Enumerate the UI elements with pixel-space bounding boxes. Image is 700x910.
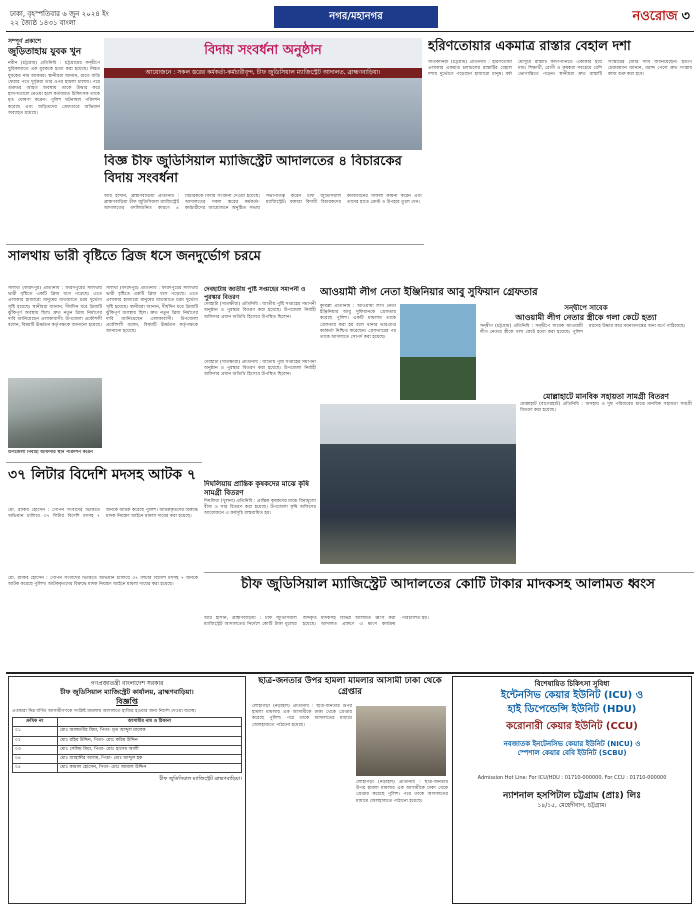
notice-body: এতদ্বারা নিম্ন বর্ণিত আসামীগণকে সংশ্লিষ্ট মামলায় আদালতে হাজির হওয়ার জন্য নির্দেশ দেওয়া যাচ্ছে।	[12, 708, 197, 714]
story-headline: সালথায় ভারী বৃষ্টিতে ব্রিজ ধসে জনদুর্ভোগ চরমে	[8, 249, 261, 264]
story-body: মো. রাকিব হোসেন : গোপন সংবাদের ভিত্তিতে অভিযান চালিয়ে ৩৭ লিটার বিদেশি মদসহ ৭ জনকে আটক করেছে পুলিশ। আটককৃতদের বিরুদ্ধে মাদক নিয়ন্ত্রণ আইনে মামলা দায়ের করা হয়েছে।	[8, 576, 198, 588]
table-row	[13, 736, 242, 745]
banner-title: বিদায় সংবর্ধনা অনুষ্ঠান	[204, 43, 322, 58]
story-saplings	[204, 286, 316, 356]
notice-col-name: আসামীর নাম ও ঠিকানা	[57, 718, 241, 727]
notice-table	[12, 717, 242, 773]
story-drugs	[204, 616, 692, 670]
section-name: নগর/মহানগর	[274, 6, 438, 28]
story-headline: বিজ্ঞ চীফ জুডিসিয়াল ম্যাজিস্ট্রেট আদালতের ৪ বিচারকের বিদায় সংবর্ধনা	[104, 154, 402, 186]
table-cell: মোঃ রহিম উদ্দিন, পিতা- মোঃ করিম উদ্দিন	[57, 736, 241, 745]
divider	[6, 462, 202, 463]
ad-hdu: হাই ডিপেন্ডেন্সি ইউনিট (HDU)	[507, 703, 637, 715]
story-body: সালথা (ফরিদপুর) প্রতিনিধি : ফরিদপুরের সালথায় ভারী বৃষ্টিতে একটি ব্রিজ ধসে পড়েছে। এতে এলাকার হাজারো মানুষের যাতায়াতে চরম দুর্ভোগ সৃষ্টি হয়েছে। স্থানীয়রা জানান, দীর্ঘদিন ধরে ব্রিজটি ঝুঁকিপূর্ণ অবস্থায় ছিল। দ্রুত নতুন ব্রিজ নির্মাণের দাবি জানিয়েছেন এলাকাবাসী। উপজেলা প্রকৌশলী বলেন, বিষয়টি ঊর্ধ্বতন কর্তৃপক্ষকে জানানো হয়েছে।	[8, 286, 102, 329]
farewell-photo	[104, 38, 422, 150]
date-gregorian: ঢাকা, বৃহস্পতিবার ৬ জুন ২০২৪ ইং	[10, 10, 109, 18]
notice-top: গণপ্রজাতন্ত্রী বাংলাদেশ সরকার	[90, 680, 164, 687]
divider	[6, 672, 694, 674]
story-student	[252, 704, 352, 904]
drugs-headline-box	[204, 576, 692, 612]
story-headline: দিঘলিয়ায় প্রান্তিক কৃষকদের মাঝে কৃষি সামগ্রী বিতরণ	[204, 480, 310, 498]
page-number: ৩	[681, 9, 690, 24]
table-cell: ০৫	[13, 764, 58, 773]
date-line	[10, 10, 109, 28]
story-body-continued: দেবহাটা (সাতক্ষীরা) প্রতিনিধি : জাতীয় পুষ্টি সপ্তাহের সমাপনী অনুষ্ঠান ও পুরস্কার বিতরণ করা হয়েছে। উপজেলা নির্বাহী অফিসার প্রধান অতিথি হিসেবে উপস্থিত ছিলেন।	[204, 360, 316, 378]
table-row	[13, 727, 242, 736]
notice-header-row	[13, 718, 242, 727]
ad-hotline: Admission Hot Line: For ICU/HDU : 01710-000000, For CCU : 01710-000000	[477, 774, 667, 781]
story-headline: ৩৭ লিটার বিদেশি মদসহ আটক ৭	[8, 467, 197, 483]
table-cell: মোঃ জাহাঙ্গীর আলম, পিতা- মোঃ আব্দুল হক	[57, 754, 241, 763]
bridge-caption	[8, 450, 198, 460]
story-body-continued: সালথা (ফরিদপুর) প্রতিনিধি : ফরিদপুরের সালথায় ভারী বৃষ্টিতে একটি ব্রিজ ধসে পড়েছে। এতে এলাকার হাজারো মানুষের যাতায়াতে চরম দুর্ভোগ সৃষ্টি হয়েছে। স্থানীয়রা জানান, দীর্ঘদিন ধরে ব্রিজটি ঝুঁকিপূর্ণ অবস্থায় ছিল। দ্রুত নতুন ব্রিজ নির্মাণের দাবি জানিয়েছেন এলাকাবাসী। উপজেলা প্রকৌশলী বলেন, বিষয়টি ঊর্ধ্বতন কর্তৃপক্ষকে জানানো হয়েছে।	[106, 286, 198, 335]
story-body-continued: লোহাগড়া (নড়াইল) প্রতিনিধি : ছাত্র-জনতার উপর হামলা মামলার এক আসামীকে ঢাকা থেকে গ্রেপ্তার করেছে পুলিশ। পরে তাকে আদালতের মাধ্যমে জেলহাজতে পাঠানো হয়েছে।	[356, 780, 448, 804]
banner-subtitle: আয়োজনে : সকল স্তরের কর্মকর্তা-কর্মচারীবৃন্দ, চীফ জুডিসিয়াল ম্যাজিস্ট্রেট আদালত, ব্রাহ্মণবাড়িয়া।	[104, 68, 422, 78]
story-body: মো. রাকিব হোসেন : গোপন সংবাদের ভিত্তিতে অভিযান চালিয়ে ৩৭ লিটার বিদেশি মদসহ ৭ জনকে আটক করেছে পুলিশ। আটককৃতদের বিরুদ্ধে মাদক নিয়ন্ত্রণ আইনে মামলা দায়ের করা হয়েছে।	[8, 508, 198, 520]
story-body: নবীন (চট্টগ্রাম) প্রতিনিধি : চট্টগ্রামের সন্দ্বীপে ছুরিকাঘাতে এক যুবককে হত্যা করা হয়েছে। নিহত যুবকের নাম আকবর। স্থানীয়রা জানান, রাতে বাড়ি ফেরার পথে দুর্বৃত্তরা তার ওপর হামলা চালায়। পরে গুরুতর আহত অবস্থায় তাকে উদ্ধার করে হাসপাতালে নেওয়া হলে কর্তব্যরত চিকিৎসক তাকে মৃত ঘোষণা করেন। পুলিশ ঘটনাস্থল পরিদর্শন করেছে এবং জড়িতদের গ্রেফতারে অভিযান অব্যাহত রয়েছে।	[8, 61, 100, 116]
bridge-headline-box	[8, 248, 422, 284]
arrest-photo	[400, 304, 476, 400]
photo-caption: উপজেলা নির্বাহী অফিসার স্থান পরিদর্শন করেন	[8, 450, 93, 455]
notice-title: বিজ্ঞপ্তি	[116, 696, 138, 706]
table-cell: মোঃ সেলিম মিয়া, পিতা- মোঃ হাসেম আলী	[57, 745, 241, 754]
court-notice	[8, 676, 246, 904]
story-body: দেবহাটা (সাতক্ষীরা) প্রতিনিধি : জাতীয় পুষ্টি সপ্তাহের সমাপনী অনুষ্ঠান ও পুরস্কার বিতরণ করা হয়েছে। উপজেলা নির্বাহী অফিসার প্রধান অতিথি হিসেবে উপস্থিত ছিলেন।	[204, 302, 316, 320]
table-cell: মোঃ কামাল হোসেন, পিতা- মোঃ জামাল উদ্দিন	[57, 764, 241, 773]
divider	[6, 244, 424, 245]
logo-text: নওরোজ	[632, 9, 678, 24]
ad-nicu: নবজাতক ইনটেনসিভ কেয়ার ইউনিট (NICU) ও	[503, 739, 641, 748]
ad-icu: ইন্টেনসিভ কেয়ার ইউনিট (ICU) ও	[500, 690, 644, 702]
farewell-headline-box	[104, 154, 422, 190]
story-farewell	[104, 194, 422, 240]
table-cell: ০২	[13, 736, 58, 745]
story-liquor	[8, 508, 198, 572]
table-cell: ০১	[13, 727, 58, 736]
story-student-more	[356, 780, 448, 904]
story-headline: জুড়িতাহায় যুবক খুন	[8, 47, 82, 58]
ad-hospital: ন্যাশনাল হসপিটাল চট্টগ্রাম (প্রাঃ) লিঃ	[502, 790, 642, 801]
story-headline: মোল্লাহাটে মানবিক সহায়তা সামগ্রী বিতরণ	[543, 392, 669, 401]
table-row	[13, 764, 242, 773]
story-body: সাতকানিয়া (চট্টগ্রাম) প্রতিনিধি : হরিণতোয়া এলাকার একমাত্র চলাচলের রাস্তাটির বেহাল দশায় দুর্ভোগে পড়েছেন হাজারো মানুষ। বর্ষা মৌসুমে রাস্তাটি কাদাপানিতে একাকার হয়ে যায়। শিক্ষার্থী, রোগী ও কৃষকরা সবচেয়ে বেশি ভোগান্তিতে পড়েন। স্থানীয়রা দ্রুত রাস্তাটি সংস্কারের জোর দাবি জানিয়েছেন। ইউপি চেয়ারম্যান জানান, বরাদ্দ পেলে দ্রুত সংস্কার কাজ শুরু করা হবে।	[428, 60, 692, 78]
story-body: দিঘলিয়া (খুলনা) প্রতিনিধি : প্রান্তিক কৃষকদের মাঝে বিনামূল্যে বীজ ও সার বিতরণ করা হয়েছে। উপজেলা কৃষি অফিসের আয়োজনে এ কর্মসূচি বাস্তবায়িত হয়।	[204, 498, 316, 517]
story-kicker: সন্দ্বীপে সাবেক	[564, 304, 608, 312]
story-body: লোহাগড়া (নড়াইল) প্রতিনিধি : ছাত্র-জনতার উপর হামলা মামলার এক আসামীকে ঢাকা থেকে গ্রেপ্তার করেছে পুলিশ। পরে তাকে আদালতের মাধ্যমে জেলহাজতে পাঠানো হয়েছে।	[252, 704, 352, 728]
arrest-headline-box	[320, 286, 692, 302]
table-cell: ০৪	[13, 754, 58, 763]
story-headline: চীফ জুডিসিয়াল ম্যাজিস্ট্রেট আদালতের কোটি টাকার মাদকসহ আলামত ধ্বংস	[241, 576, 655, 592]
newspaper-logo	[632, 8, 690, 26]
divider	[204, 572, 694, 573]
hospital-ad	[452, 676, 692, 904]
table-row	[13, 754, 242, 763]
story-road	[428, 60, 692, 282]
story-bridge-right	[106, 286, 198, 448]
story-headline: ছাত্র-জনতার উপর হামলা মামলার আসামী ঢাকা থেকে গ্রেপ্তার	[258, 676, 442, 698]
notice-signature: চীফ জুডিসিয়াল ম্যাজিস্ট্রেট ব্রাহ্মণবাড়িয়া।	[159, 776, 242, 783]
page-header	[6, 6, 694, 32]
story-bridge-left	[8, 286, 102, 374]
story-headline: আওয়ামী লীগ নেতা ইঞ্জিনিয়ার আবু সুফিয়ান গ্রেফতার	[320, 287, 538, 298]
ad-address: ১৪/১৫, মেহেদীবাগ, চট্টগ্রাম।	[537, 801, 607, 809]
story-saplings-more	[204, 360, 316, 476]
table-cell: ০৩	[13, 745, 58, 754]
story-body: মোল্লাহাট (বাগেরহাট) প্রতিনিধি : অসহায় ও দুস্থ পরিবারের মাঝে মানবিক সহায়তা সামগ্রী বিতরণ করা হয়েছে।	[520, 402, 692, 414]
notice-col-serial: ক্রমিক নং	[13, 718, 58, 727]
table-cell: মোঃ আলমগীর মিয়া, পিতা- মৃত আব্দুল মালেক	[57, 727, 241, 736]
story-arrest	[320, 304, 396, 400]
ad-ccu: করোনারী কেয়ার ইউনিট (CCU)	[506, 721, 638, 733]
date-bangla: ২২ জ্যৈষ্ঠ ১৪৩১ বাংলা	[10, 19, 76, 28]
police-photo	[320, 404, 516, 564]
story-help	[520, 392, 692, 564]
story-murder	[8, 38, 100, 240]
ad-line1: বিশেষায়িত চিকিৎসা সুবিধা	[534, 680, 610, 688]
story-body: সন্দ্বীপ (চট্টগ্রাম) প্রতিনিধি : সন্দ্বীপে সাবেক আওয়ামী লীগ নেতার স্ত্রীকে গলা কেটে হত্যা করা হয়েছে। পুলিশ মরদেহ উদ্ধার করে ময়নাতদন্তের জন্য মর্গে পাঠিয়েছে।	[480, 324, 686, 336]
story-liquor-continued	[8, 576, 198, 668]
table-row	[13, 745, 242, 754]
story-kicker: সম্পূর্ণ প্রকাশে	[8, 38, 42, 45]
notice-office: চীফ জুডিসিয়াল ম্যাজিস্ট্রেট কার্যালয়, ব্রাহ্মণবাড়িয়া।	[60, 688, 194, 697]
liquor-headline-box	[8, 466, 198, 506]
student-headline-box	[252, 676, 448, 702]
student-photo	[356, 706, 446, 776]
story-headline: দেবহাটায় জাতীয় পুষ্টি সপ্তাহের সমাপনী ও পুরস্কার বিতরণ	[204, 286, 306, 302]
bridge-photo	[8, 378, 102, 448]
ad-scbu: স্পেশাল কেয়ার বেবি ইউনিট (SCBU)	[517, 749, 627, 758]
story-body: কুমিল্লা প্রতিনিধি : আওয়ামী লীগ নেতা ইঞ্জিনিয়ার আবু সুফিয়ানকে গ্রেফতার করেছে পুলিশ। একটি মামলায় তাকে গ্রেফতার করা হয় বলে থানার ভারপ্রাপ্ত কর্মকর্তা নিশ্চিত করেছেন। গ্রেফতারের পর তাকে আদালতে সোপর্দ করা হয়েছে।	[320, 304, 396, 340]
story-body: আর হাসান, ব্রাহ্মণবাড়িয়া প্রতিনিধি : ব্রাহ্মণবাড়িয়া চীফ জুডিসিয়াল ম্যাজিস্ট্রেট আদালতের বদলিজনিত কারণে ৪ বিচারককে বিদায় সংবর্ধনা দেওয়া হয়েছে। আদালতের সকল স্তরের কর্মকর্তা-কর্মচারীদের আয়োজনে অনুষ্ঠিত সভায় সভাপতিত্ব করেন চীফ জুডিসিয়াল ম্যাজিস্ট্রেট। বক্তারা বিদায়ী বিচারকদের কর্মজীবনের সাফল্য কামনা করেন এবং তাদের হাতে ক্রেস্ট ও উপহার তুলে দেন।	[104, 194, 422, 212]
story-headline: আওয়ামী লীগ নেতার স্ত্রীকে গলা কেটে হত্যা	[515, 313, 657, 323]
story-headline: হরিণতোয়ার একমাত্র রাস্তার বেহাল দশা	[428, 39, 631, 54]
road-headline-box	[428, 38, 692, 58]
story-body: আর হাসান, ব্রাহ্মণবাড়িয়া : চীফ জুডিসিয়াল ম্যাজিস্ট্রেট আদালতের নির্দেশে কোটি টাকা মূল্যের জব্দকৃত মাদকসহ বিভিন্ন আলামত ধ্বংস করা হয়েছে। আদালত প্রাঙ্গণে এ ধ্বংস কার্যক্রম পরিচালিত হয়।	[204, 616, 429, 628]
story-aid	[480, 304, 692, 388]
story-scanner	[204, 480, 316, 570]
